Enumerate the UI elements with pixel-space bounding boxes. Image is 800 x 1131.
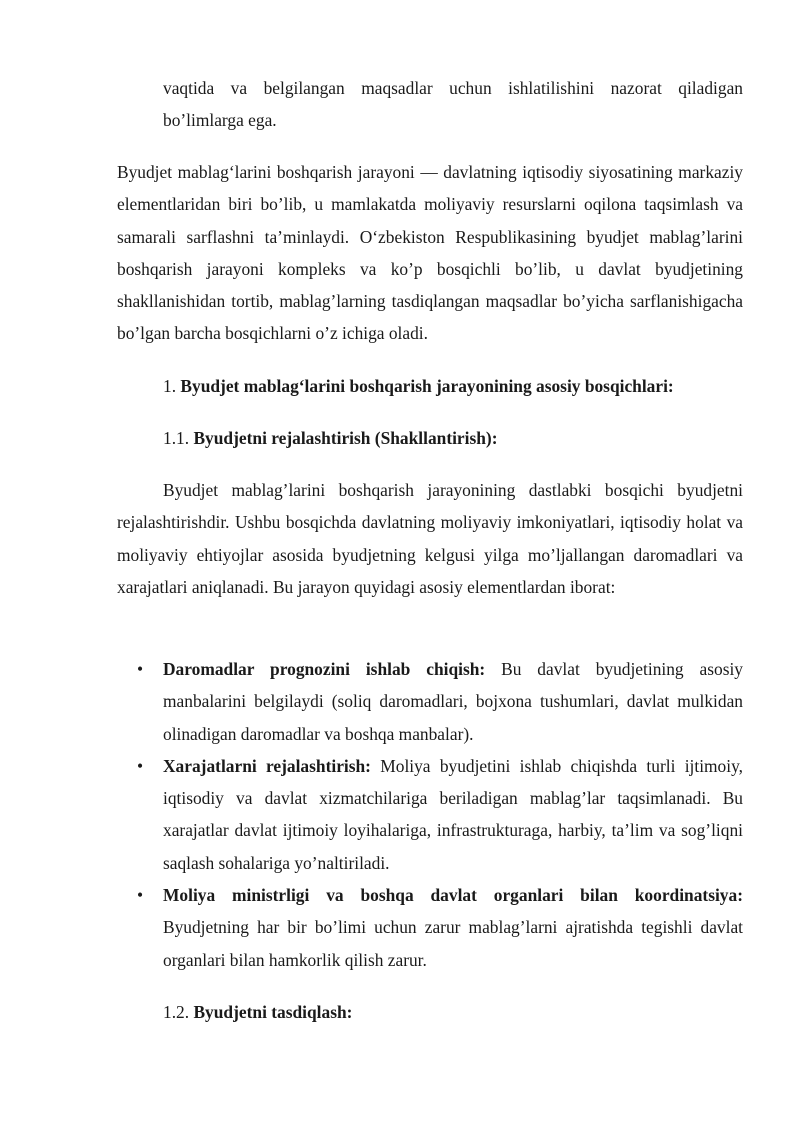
subsection-number: 1.2. <box>163 1002 190 1022</box>
section-heading-1 <box>163 370 743 402</box>
subsection-heading-1-1 <box>163 422 743 454</box>
section-title: Byudjet mablag‘larini boshqarish jarayonining asosiy bosqichlari: <box>180 376 674 396</box>
subsection-title: Byudjetni tasdiqlash: <box>193 1002 353 1022</box>
bullet-list <box>117 653 743 976</box>
bullet-text: Bu davlat byudjetining asosiy manbalarini belgilaydi (soliq daromadlari, bojxona tushumlari, davlat mulkidan olinadigan daromadlar va boshqa manbalar). <box>163 659 743 744</box>
subsection-title: Byudjetni rejalashtirish (Shakllantirish): <box>193 428 498 448</box>
subsection-heading-1-2 <box>163 996 743 1028</box>
bullet-icon: • <box>137 885 144 906</box>
continuation-text: vaqtida va belgilangan maqsadlar uchun ishlatilishini nazorat qiladigan bo’limlarga ega. <box>163 78 743 131</box>
list-item <box>117 653 743 750</box>
bullet-term: Moliya ministrligi va boshqa davlat organlari bilan koordinatsiya: <box>163 885 743 906</box>
bullet-icon: • <box>137 659 144 679</box>
section-number: 1. <box>163 376 177 396</box>
list-item <box>117 879 743 976</box>
bullet-term: Xarajatlarni rejalashtirish: <box>163 755 371 776</box>
paragraph-planning: Byudjet mablag’larini boshqarish jarayonining dastlabki bosqichi byudjetni rejalashtirishdir. Ushbu bosqichda davlatning moliyaviy imkoniyatlari, iqtisodiy holat va moliyaviy ehtiyojlar asosida byudjetning kelgusi yilga mo’ljallangan daromadlari va xarajatlari aniqlanadi. Bu jarayon quyidagi asosiy elementlardan iborat: <box>117 480 743 597</box>
bullet-term: Daromadlar prognozini ishlab chiqish: <box>163 659 486 679</box>
bullet-text: Byudjetning har bir bo’limi uchun zarur mablag’larni ajratishda tegishli davlat organlari bilan hamkorlik qilish zarur. <box>163 917 743 970</box>
bullet-text: Moliya byudjetini ishlab chiqishda turli ijtimoiy, iqtisodiy va davlat xizmatchilariga beriladigan mablag’lar taqsimlanadi. Bu xarajatlar davlat ijtimoiy loyihalariga, infrastrukturaga, harbiy, ta’lim va sog’liqni saqlash sohalariga yo’naltiriladi. <box>163 755 743 873</box>
paragraph-budget-management: Byudjet mablag‘larini boshqarish jarayoni — davlatning iqtisodiy siyosatining markaziy elementlaridan biri bo’lib, u mamlakatda moliyaviy resurslarni oqilona taqsimlash va samarali sarflashni ta’minlaydi. O‘zbekiston Respublikasining byudjet mablag’larini boshqarish jarayoni kompleks va ko’p bosqichli bo’lib, u davlat byudjetining shakllanishidan tortib, mablag’larning tasdiqlangan maqsadlar bo’yicha sarflanishigacha bo’lgan barcha bosqichlarni o’z ichiga oladi. <box>117 162 743 344</box>
list-item <box>117 750 743 879</box>
bullet-icon: • <box>137 755 144 776</box>
subsection-number: 1.1. <box>163 428 190 448</box>
